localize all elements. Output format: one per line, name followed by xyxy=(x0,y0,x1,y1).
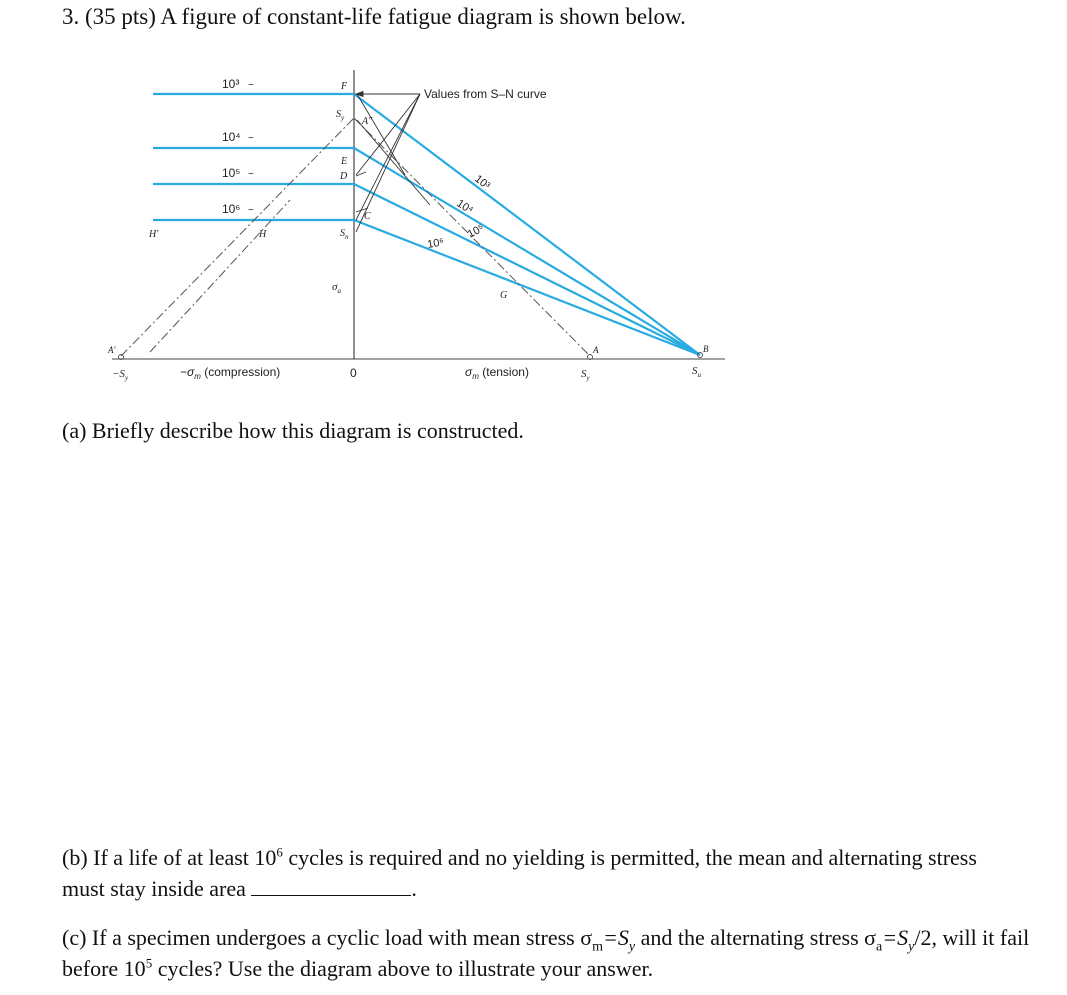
point-D: D xyxy=(340,171,348,182)
question-title: 3. (35 pts) A figure of constant-life fatigue diagram is shown below. xyxy=(62,4,686,29)
life-label-right-1e6: 10⁶ xyxy=(426,236,446,251)
life-label-left-1e5: 10⁵ xyxy=(222,166,241,180)
answer-blank[interactable] xyxy=(251,875,411,896)
compression-label: $-\sigma_m$ (compression) xyxy=(180,365,281,381)
question-part-b: (b) If a life of at least $10^6$ cycles is required and no yielding is permitted, the mean and alternating stress must stay inside area . xyxy=(62,844,977,901)
sigma-a-label: $\sigma_a$ xyxy=(332,281,341,295)
point-Sy: $S_y$ xyxy=(336,109,345,122)
point-E: E xyxy=(341,156,348,167)
diag-1e5 xyxy=(354,184,700,355)
svg-text:~: ~ xyxy=(248,133,254,144)
point-A: A xyxy=(593,345,599,355)
point-A2: A" xyxy=(362,116,373,127)
yield-lines xyxy=(121,118,590,356)
yield-line-left-2 xyxy=(150,200,290,352)
sn-curve-label: Values from S–N curve xyxy=(424,87,547,101)
life-label-right-1e4: 10⁴ xyxy=(454,197,476,217)
point-markers xyxy=(119,353,703,360)
life-label-right-1e5: 10⁵ xyxy=(465,222,487,241)
diag-1e4 xyxy=(354,148,700,355)
point-F: F xyxy=(341,81,348,92)
su-label: $S_u$ xyxy=(692,365,701,379)
life-lines-right xyxy=(354,94,700,355)
point-C: C xyxy=(364,211,371,222)
point-G: G xyxy=(500,290,508,301)
svg-text:~: ~ xyxy=(248,80,254,91)
question-part-a: (a) Briefly describe how this diagram is constructed. xyxy=(62,418,524,443)
svg-text:~: ~ xyxy=(248,169,254,180)
neg-sy-label: $-S_y$ xyxy=(112,368,129,382)
life-label-left-1e6: 10⁶ xyxy=(222,202,241,216)
svg-text:~: ~ xyxy=(248,205,254,216)
life-label-left-1e3: 10³ xyxy=(222,77,240,91)
sy-label: $S_y$ xyxy=(581,368,590,382)
diag-1e3 xyxy=(354,94,700,355)
point-Ap: A' xyxy=(108,345,116,355)
origin-label: 0 xyxy=(350,366,357,380)
life-label-right-1e3: 10³ xyxy=(472,172,493,193)
life-label-left-1e4: 10⁴ xyxy=(222,130,241,144)
tension-label: $\sigma_m$ (tension) xyxy=(465,365,529,381)
point-H: H xyxy=(259,229,267,240)
diag-1e6 xyxy=(354,220,700,355)
point-B: B xyxy=(703,344,709,354)
point-Hp: H' xyxy=(149,229,159,240)
fatigue-diagram xyxy=(0,0,1067,400)
life-lines-left xyxy=(153,94,354,220)
point-Sn: $S_n$ xyxy=(340,228,349,241)
question-part-c: (c) If a specimen undergoes a cyclic load with mean stress $\sigma_m=S_y$ and the alternating stress $\sigma_a=S_y/2$, will it fail before $10^5$ cycles? Use the diagram above to illustrate your answer. xyxy=(62,925,1030,981)
